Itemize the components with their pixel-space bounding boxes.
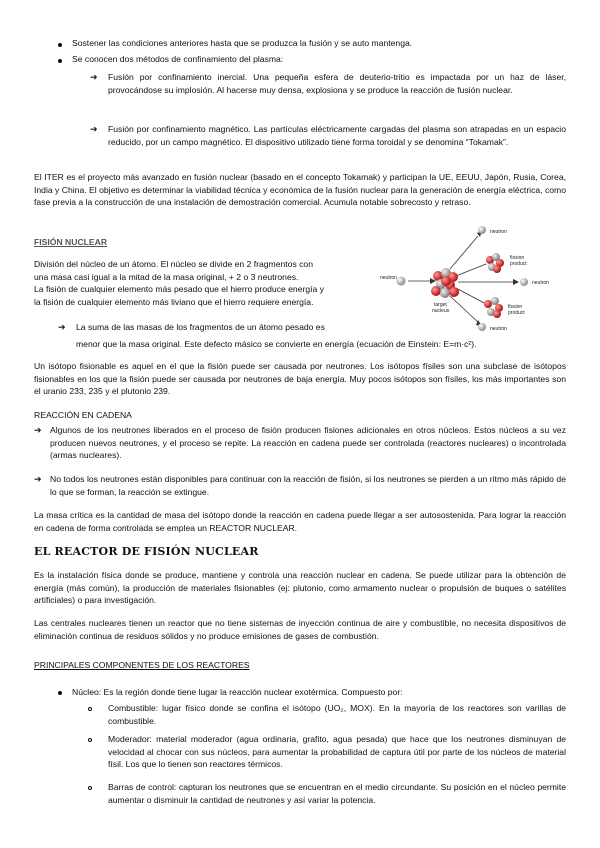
label-target: target xyxy=(434,302,447,308)
label-product-top: product xyxy=(510,261,527,267)
arrow-icon: ➔ xyxy=(90,124,98,134)
arrow-icon: ➔ xyxy=(58,322,66,332)
label-product-bottom: product xyxy=(508,310,525,316)
section-heading-componentes: PRINCIPALES COMPONENTES DE LOS REACTORES xyxy=(34,660,250,670)
cadena-item: Algunos de los neutrones liberados en el proceso de fisión producen fisiones adicionales en otros núcleos. Estos núcleos a su vez producen nuevos neutrones, y el proceso se repite. La reacción en cadena puede ser controlada (reactores nucleares) o incontrolada (armas nucleares). xyxy=(50,425,566,461)
componente-barras: Barras de control: capturan los neutrones que se encuentran en el medio circundante. Su posición en el núcleo permite aumentar o disminuir la cantidad de neutrones y así variar la potencia. xyxy=(108,782,566,805)
bullet-dot xyxy=(58,43,62,47)
fision-line: la fisión de cualquier elemento más liviano que el hierro requiere energía. xyxy=(34,296,314,307)
target-nucleus xyxy=(431,268,459,298)
arrow-icon: ➔ xyxy=(34,425,42,435)
fision-line: La fisión de cualquier elemento más pesado que el hierro produce energía y xyxy=(34,284,324,294)
section-heading-fision: FISIÓN NUCLEAR xyxy=(34,237,108,247)
componente-moderador: Moderador: material moderador (agua ordinaria, grafito, agua pesada) que hace que los neutrones disminuyan de velocidad al chocar con sus núcleos, para aumentar la probabilidad de captura útil por parte de los núcleos de material físil. Los que lo tienen son reactores térmicos. xyxy=(108,734,566,770)
fision-line: una masa casi igual a la mitad de la masa original, + 2 o 3 neutrones. xyxy=(34,271,299,282)
section-heading-cadena: REACCIÓN EN CADENA xyxy=(34,410,132,420)
bullet-dot xyxy=(58,691,62,695)
label-fission-bottom: fission xyxy=(508,304,523,310)
isotope-paragraph: Un isótopo fisionable es aquel en el que la fisión puede ser causada por neutrones. Los isótopos físiles son una subclase de isótopos fisionables en los que la fisión puede ser causada por neutrones de baja energía. Muy pocos isótopos son físiles, los más importantes son el uranio 233, 235 y el plutonio 239. xyxy=(34,361,566,397)
label-neutron-in: neutron xyxy=(380,275,397,281)
arrow-icon: ➔ xyxy=(34,474,42,484)
componente-combustible: Combustible: lugar físico donde se confina el isótopo (UO₂, MOX). En la mayoría de los reactores son varillas de combustible. xyxy=(108,703,566,726)
bullet-dot xyxy=(58,59,62,63)
bullet-text: Sostener las condiciones anteriores hasta que se produzca la fusión y se auto mantenga. xyxy=(72,38,413,48)
neutron-bottom xyxy=(478,323,486,331)
fission-diagram xyxy=(378,224,578,336)
cadena-item: No todos los neutrones están disponibles para continuar con la reacción de fisión, si los neutrones se pierden a un ritmo más rápido de lo que se forman, la reacción se extingue. xyxy=(50,474,566,497)
mass-defect-line1: La suma de las masas de los fragmentos de un átomo pesado es xyxy=(76,322,325,332)
neutron-right xyxy=(520,278,528,286)
reactor-paragraph-2: Las centrales nucleares tienen un reactor que no tiene sistemas de inyección continua de aire y combustible, no necesita dispositivos de eliminación continua de residuos sólidos y no produce emisiones de gases de combustión. xyxy=(34,618,566,641)
label-nucleus: nucleus xyxy=(432,308,450,314)
masa-critica-paragraph: La masa crítica es la cantidad de masa del isótopo donde la reacción en cadena puede llegar a ser autosostenida. Para lograr la reacción en cadena de forma controlada se emplea un REACTOR NUCLEAR. xyxy=(34,510,566,533)
fission-product-bottom xyxy=(484,297,503,318)
fision-text xyxy=(34,258,394,308)
mass-defect-line2: menor que la masa original. Este defecto másico se convierte en energía (ecuación de Einstein: E=m·c²). xyxy=(76,339,477,349)
circle-bullet-icon xyxy=(88,738,92,742)
circle-bullet-icon xyxy=(88,707,92,711)
reactor-paragraph-1: Es la instalación física donde se produce, mantiene y controla una reacción nuclear en cadena. Se puede utilizar para la obtención de energía (más común), la producción de materiales fisionables (ej: plutonio, como armamento nuclear o propulsión de buques o satélites artificiales) o para investigación. xyxy=(34,570,566,606)
fission-product-top xyxy=(486,253,504,273)
arrow-icon: ➔ xyxy=(90,72,98,82)
nucleo-text: Núcleo: Es la región donde tiene lugar la reacción nuclear exotérmica. Compuesto por: xyxy=(72,687,403,697)
circle-bullet-icon xyxy=(88,786,92,790)
iter-paragraph: El ITER es el proyecto más avanzado en fusión nuclear (basado en el concepto Tokamak) y participan la UE, EEUU, Japón, Rusia, Corea, India y China. El objetivo es determinar la viabilidad técnica y económica de la fusión nuclear para la generación de energía eléctrica, como fase previa a la construcción de una instalación de demostración comercial. Acumula notable sobrecosto y retraso. xyxy=(34,172,566,208)
incoming-neutron xyxy=(397,277,406,286)
neutron-top xyxy=(478,226,486,234)
page-title-reactor: EL REACTOR DE FISIÓN NUCLEAR xyxy=(34,545,259,558)
fision-line: División del núcleo de un átomo. El núcleo se divide en 2 fragmentos con xyxy=(34,259,313,269)
method-inertial: Fusión por confinamiento inercial. Una pequeña esfera de deuterio-tritio es impactada por un haz de láser, provocándose su implosión. Al hacerse muy densa, explosiona y se produce la reacción de fusión nuclear. xyxy=(108,72,566,95)
label-neutron-bottom: neutron xyxy=(490,326,507,332)
bullet-text: Se conocen dos métodos de confinamiento del plasma: xyxy=(72,54,284,64)
label-neutron-right: neutron xyxy=(532,280,549,286)
label-fission-top: fission xyxy=(510,255,525,261)
method-magnetic: Fusión por confinamiento magnético. Las partículas eléctricamente cargadas del plasma son atrapadas en un espacio reducido, por un campo magnético. El dispositivo utilizado tiene forma toroidal y se denomina “Tokamak”. xyxy=(108,124,566,147)
label-neutron-top: neutron xyxy=(490,229,507,235)
